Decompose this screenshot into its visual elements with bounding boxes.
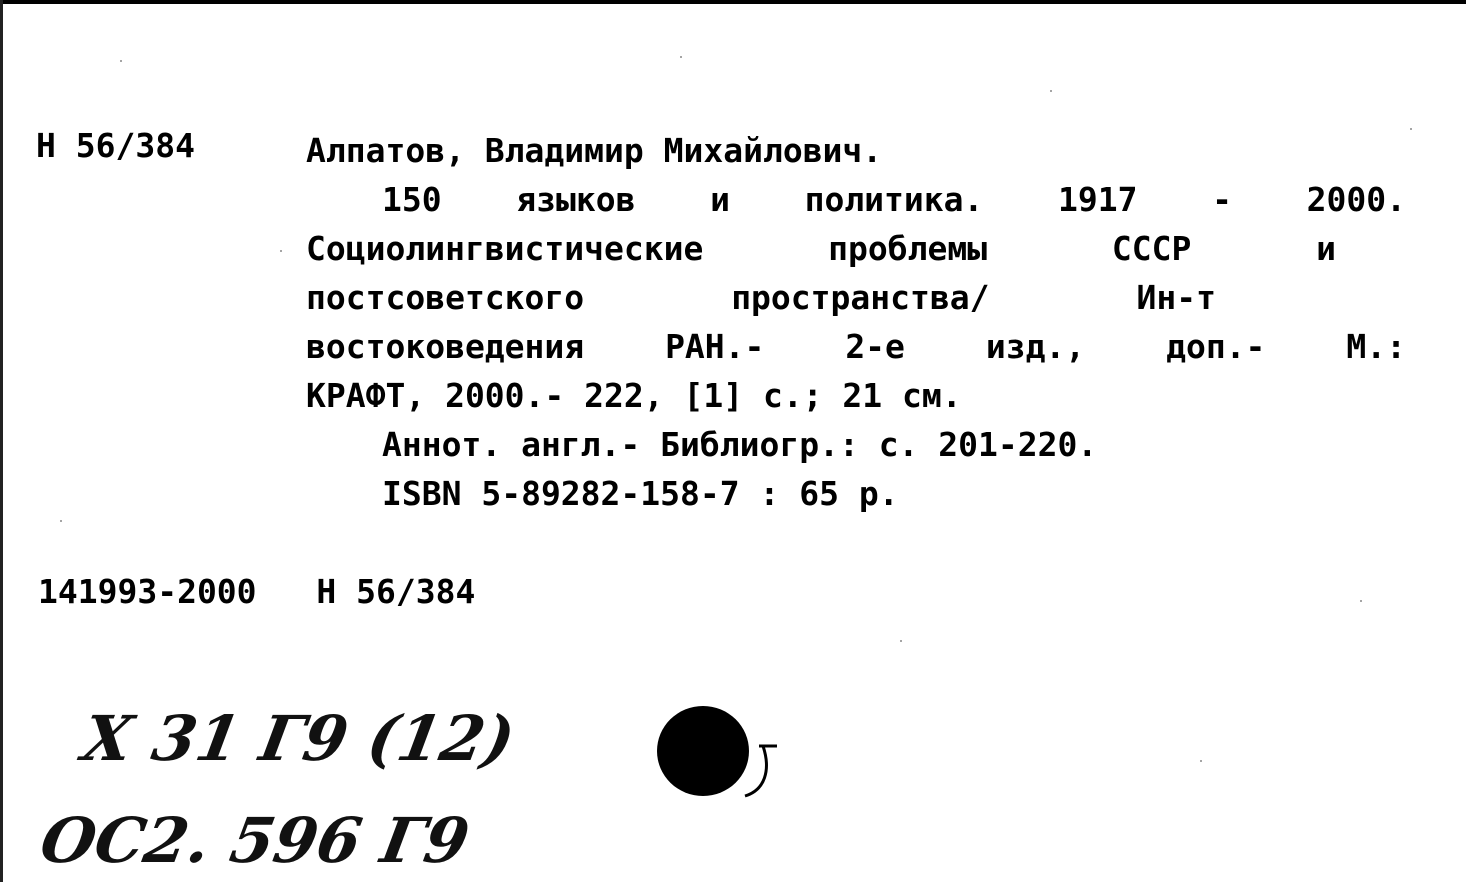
title-word: Ин-т: [1136, 278, 1216, 317]
title-word: изд.,: [985, 327, 1086, 366]
isbn-line: ISBN 5-89282-158-7 : 65 р.: [382, 474, 899, 513]
title-word: языков: [516, 180, 636, 219]
punch-hole-icon: [655, 700, 765, 804]
paper-speck: [1360, 600, 1362, 602]
paper-speck: [1200, 760, 1202, 762]
title-line-2: [306, 224, 1336, 273]
title-word: и: [710, 180, 730, 219]
title-word: и: [1316, 229, 1336, 268]
title-word: политика.: [804, 180, 984, 219]
card-top-edge: [0, 0, 1466, 4]
paper-speck: [1410, 128, 1412, 130]
paper-speck: [900, 640, 902, 642]
title-line-4: [306, 322, 1406, 371]
title-word: 2000.: [1306, 180, 1406, 219]
inventory-line: [38, 572, 475, 611]
title-word: 150: [382, 180, 442, 219]
title-line-3: [306, 273, 1216, 322]
paper-speck: [120, 60, 122, 62]
bibliographic-entry: [306, 126, 1406, 518]
paper-speck: [60, 520, 62, 522]
title-word: Социолингвистические: [306, 229, 704, 268]
title-word: 1917: [1058, 180, 1138, 219]
handwritten-classification: [35, 680, 521, 880]
handwritten-line-2: ОС2. 596 Г9: [35, 803, 475, 877]
author-heading: Алпатов, Владимир Михайлович.: [306, 131, 883, 170]
handwritten-line-1: Х 31 Г9 (12): [77, 701, 521, 775]
imprint-line: КРАФТ, 2000.- 222, [1] с.; 21 см.: [306, 376, 962, 415]
paper-speck: [1050, 90, 1052, 92]
title-word: 2-е: [845, 327, 905, 366]
paper-speck: [680, 56, 682, 58]
title-line-1: [306, 175, 1406, 224]
title-word: востоковедения: [306, 327, 585, 366]
title-word: М.:: [1346, 327, 1406, 366]
title-word: РАН.-: [665, 327, 765, 366]
inventory-number: 141993-2000: [38, 572, 257, 611]
shelf-mark: Н 56/384: [36, 126, 195, 165]
notes-line: Аннот. англ.- Библиогр.: с. 201-220.: [382, 425, 1098, 464]
title-word: проблемы: [828, 229, 988, 268]
title-word: постсоветского: [306, 278, 585, 317]
title-word: СССР: [1111, 229, 1192, 268]
title-word: -: [1212, 180, 1232, 219]
title-word: пространства/: [731, 278, 990, 317]
paper-speck: [280, 250, 282, 252]
title-word: доп.-: [1166, 327, 1266, 366]
inventory-shelf-mark: Н 56/384: [316, 572, 476, 611]
card-left-edge: [0, 0, 3, 882]
